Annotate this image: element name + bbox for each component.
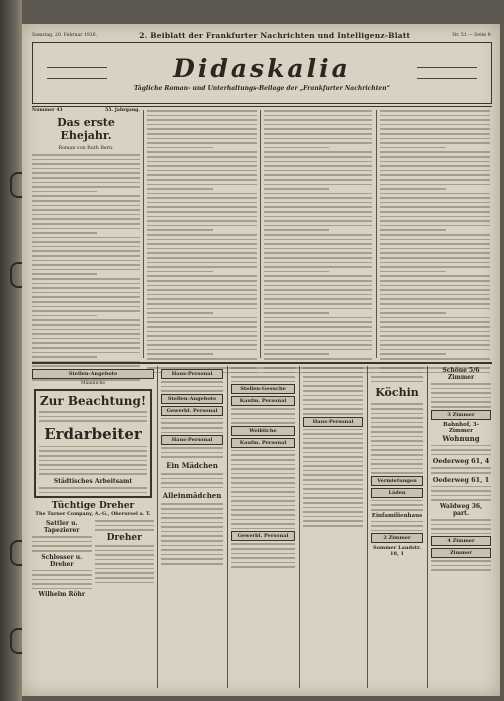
text-line: [264, 133, 372, 135]
issue-jahrgang: 55. Jahrgang.: [105, 108, 140, 113]
text-line: [147, 312, 213, 314]
text-line: [147, 280, 257, 282]
text-line: [264, 344, 372, 346]
text-line: [32, 191, 97, 193]
text-line: [264, 110, 372, 112]
text-line: [380, 344, 490, 346]
section-kaufm: Kaufm. Personal: [231, 396, 295, 406]
issue-number: Nr. 51 — Seite 9.: [452, 32, 492, 38]
text-line: [32, 241, 140, 243]
text-line: [147, 124, 257, 126]
text-line: [264, 289, 372, 291]
text-line: [264, 252, 372, 254]
text-line: [380, 331, 490, 333]
text-line: [264, 358, 372, 360]
text-line: [147, 138, 257, 140]
text-line: [380, 138, 490, 140]
text-line: [380, 119, 490, 121]
text-line: [147, 225, 257, 227]
text-line: [32, 177, 140, 179]
text-line: [380, 257, 490, 259]
text-line: [32, 228, 140, 230]
section-zimmer-4: 4 Zimmer: [431, 536, 491, 546]
section-zimmer-3: 3 Zimmer: [431, 410, 491, 420]
section-stellen-angebote: Stellen-Angebote: [32, 369, 154, 379]
text-line: [147, 206, 257, 208]
erdarbeiter-heading: Erdarbeiter: [44, 424, 142, 443]
text-line: [380, 294, 490, 296]
text-line: [264, 119, 372, 121]
text-line: [380, 220, 490, 222]
text-line: [147, 234, 257, 236]
text-column-4: [380, 110, 490, 373]
newspaper-page: [22, 24, 500, 696]
text-line: [32, 246, 140, 248]
alleinmadchen-ad: Alleinmädchen: [162, 491, 222, 501]
text-line: [264, 147, 329, 149]
text-line: [264, 142, 372, 144]
text-line: [264, 298, 372, 300]
section-kaufm-2: Kaufm. Personal: [231, 438, 295, 448]
text-line: [147, 128, 257, 130]
ornament-right: [417, 67, 477, 79]
text-line: [380, 262, 490, 264]
text-line: [380, 317, 490, 319]
text-line: [147, 326, 257, 328]
text-line: [32, 333, 140, 335]
sattler-ad: Sattler u. Tapezierer: [44, 520, 80, 535]
wilhelm-ad: Wilhelm Röhr: [38, 591, 86, 599]
text-line: [147, 147, 213, 149]
text-line: [264, 174, 372, 176]
notice-title: Zur Beachtung!: [39, 394, 147, 408]
text-line: [264, 280, 372, 282]
text-line: [264, 188, 329, 190]
section-zimmer: Zimmer: [431, 548, 491, 558]
text-line: [380, 229, 446, 231]
text-line: [264, 239, 372, 241]
text-line: [32, 195, 140, 197]
text-line: [32, 172, 140, 174]
supplement-title: 2. Beiblatt der Frankfurter Nachrichten und Intelligenz-Blatt: [139, 30, 411, 40]
text-line: [147, 211, 257, 213]
text-line: [264, 156, 372, 158]
text-line: [147, 331, 257, 333]
novel-title: Das erste Ehejahr.: [57, 116, 115, 142]
text-line: [380, 271, 446, 273]
text-line: [147, 308, 257, 310]
text-line: [264, 275, 372, 277]
text-line: [264, 262, 372, 264]
text-line: [32, 338, 140, 340]
masthead-subtitle: Tägliche Roman- und Unterhaltungs-Beilage der „Frankfurter Nachrichten“: [133, 84, 391, 92]
text-line: [380, 234, 490, 236]
text-line: [380, 184, 490, 186]
text-line: [147, 133, 257, 135]
text-line: [147, 353, 213, 355]
text-line: [32, 283, 140, 285]
text-line: [264, 220, 372, 222]
waldweg-ad: Waldweg 36, part.: [439, 502, 483, 517]
column-separator: [143, 110, 144, 358]
text-line: [264, 234, 372, 236]
text-line: [380, 303, 490, 305]
section-stellen-gesuche: Stellen-Gesuche: [231, 384, 295, 394]
text-line: [380, 110, 490, 112]
column-separator: [299, 366, 300, 688]
section-weibliche: Weibliche: [231, 426, 295, 436]
text-line: [380, 197, 490, 199]
text-line: [380, 165, 490, 167]
section-haus-personal-2: Haus-Personal: [161, 435, 223, 445]
text-line: [264, 128, 372, 130]
erdarbeiter-ad: [34, 389, 152, 498]
text-line: [380, 243, 490, 245]
text-line: [147, 252, 257, 254]
text-line: [147, 202, 257, 204]
text-line: [264, 285, 372, 287]
wohnung-ad: Wohnung: [442, 433, 480, 443]
column-separator: [367, 366, 368, 688]
section-haus-personal-3: Haus-Personal: [303, 417, 363, 427]
text-line: [147, 170, 257, 172]
classifieds-column-4: [303, 367, 363, 529]
text-line: [32, 159, 140, 161]
section-zimmer-2: 2 Zimmer: [371, 533, 423, 543]
einfamilienhaus-ad: Einfamilienhaus: [371, 512, 423, 519]
text-line: [264, 115, 372, 117]
issue-date: Samstag, 20. Februar 1926.: [32, 32, 98, 38]
text-line: [147, 239, 257, 241]
text-line: [32, 315, 97, 317]
text-line: [147, 179, 257, 181]
text-line: [380, 188, 446, 190]
text-line: [147, 349, 257, 351]
section-maennliche: Männliche: [80, 381, 106, 386]
text-line: [147, 285, 257, 287]
text-line: [264, 197, 372, 199]
text-line: [264, 349, 372, 351]
text-line: [147, 257, 257, 259]
text-line: [264, 353, 329, 355]
text-line: [147, 197, 257, 199]
classifieds-divider: [32, 362, 492, 364]
text-line: [32, 168, 140, 170]
text-line: [32, 209, 140, 211]
text-line: [380, 248, 490, 250]
binding-spine: [0, 0, 22, 701]
text-line: [380, 115, 490, 117]
text-line: [147, 271, 213, 273]
text-line: [264, 124, 372, 126]
oederweg-ad: Oederweg 61, 4: [432, 457, 490, 466]
text-line: [147, 289, 257, 291]
classifieds-column-3: [231, 367, 295, 568]
text-line: [147, 229, 213, 231]
text-line: [147, 298, 257, 300]
text-line: [264, 206, 372, 208]
section-vermietungen: Vermietungen: [371, 476, 423, 486]
text-line: [380, 161, 490, 163]
text-line: [147, 275, 257, 277]
column-separator: [376, 110, 377, 358]
column-separator: [157, 366, 158, 688]
novel-text: [32, 154, 140, 381]
text-line: [147, 193, 257, 195]
text-line: [264, 248, 372, 250]
text-line: [32, 301, 140, 303]
classifieds-column-5: [371, 367, 423, 557]
ornament-left: [47, 67, 107, 79]
text-line: [264, 225, 372, 227]
text-line: [264, 138, 372, 140]
text-line: [264, 179, 372, 181]
dreher-ad-2: Dreher: [106, 532, 142, 543]
text-line: [147, 110, 257, 112]
text-line: [264, 165, 372, 167]
masthead-title: Didaskalia: [173, 53, 351, 83]
text-line: [380, 266, 490, 268]
divider: [32, 106, 492, 107]
text-line: [380, 275, 490, 277]
text-line: [32, 200, 140, 202]
text-line: [380, 280, 490, 282]
text-line: [147, 184, 257, 186]
text-line: [380, 349, 490, 351]
column-separator: [427, 366, 428, 688]
text-line: [32, 237, 140, 239]
text-line: [147, 188, 213, 190]
schoene-zimmer-ad: Schöne 5/6 Zimmer: [442, 367, 480, 381]
text-line: [32, 296, 140, 298]
text-line: [32, 347, 140, 349]
text-line: [380, 179, 490, 181]
text-line: [147, 321, 257, 323]
text-line: [380, 151, 490, 153]
text-line: [147, 248, 257, 250]
novel-author: Roman von Ruth Bern.: [58, 146, 114, 151]
text-line: [32, 163, 140, 165]
text-line: [147, 119, 257, 121]
text-line: [380, 308, 490, 310]
classifieds-column-1: [32, 367, 154, 598]
text-line: [147, 142, 257, 144]
text-line: [32, 273, 97, 275]
text-line: [147, 266, 257, 268]
text-line: [380, 312, 446, 314]
text-column-2: [147, 110, 257, 373]
text-line: [264, 312, 329, 314]
text-line: [380, 147, 446, 149]
arbeitsamt-name: Städtisches Arbeitsamt: [53, 477, 133, 485]
text-line: [32, 287, 140, 289]
text-line: [264, 321, 372, 323]
sommer-ad: Sommer Landstr. 18, 1: [372, 545, 421, 558]
text-line: [32, 324, 140, 326]
text-line: [264, 211, 372, 213]
masthead: [32, 42, 492, 104]
text-line: [380, 206, 490, 208]
text-line: [380, 124, 490, 126]
madchen-ad: Ein Mädchen: [166, 460, 218, 470]
page-header: [32, 30, 492, 40]
text-line: [380, 225, 490, 227]
text-line: [264, 193, 372, 195]
text-line: [380, 358, 490, 360]
dreher-ad-title: Tüchtige Dreher: [51, 501, 135, 512]
text-line: [380, 353, 446, 355]
text-line: [32, 329, 140, 331]
dreher-ad-firm: The Turner Company, A.-G., Oberursel a. T.: [35, 511, 151, 518]
text-line: [147, 294, 257, 296]
text-line: [380, 142, 490, 144]
text-line: [147, 303, 257, 305]
oederweg-ad-2: Oederweg 61, 1: [432, 475, 490, 484]
text-line: [32, 223, 140, 225]
text-line: [147, 156, 257, 158]
text-line: [380, 216, 490, 218]
classifieds-column-2: [161, 367, 223, 565]
text-line: [380, 211, 490, 213]
section-laden: Läden: [371, 488, 423, 498]
text-line: [147, 317, 257, 319]
text-line: [32, 342, 140, 344]
novel-column: [32, 108, 140, 381]
koechin-ad: Köchin: [375, 386, 419, 400]
text-line: [380, 128, 490, 130]
text-line: [264, 257, 372, 259]
text-line: [264, 308, 372, 310]
text-line: [264, 202, 372, 204]
text-line: [32, 352, 140, 354]
text-line: [264, 317, 372, 319]
column-separator: [227, 366, 228, 688]
bahnhof-ad: Bahnhof, 3-Zimmer: [442, 421, 480, 434]
text-line: [147, 161, 257, 163]
text-line: [380, 252, 490, 254]
text-line: [32, 214, 140, 216]
section-haus-personal: Haus-Personal: [161, 369, 223, 379]
issue-nummer: Nummer 43: [32, 108, 63, 113]
text-line: [32, 205, 140, 207]
text-line: [32, 356, 97, 358]
text-line: [380, 239, 490, 241]
text-line: [32, 232, 97, 234]
text-line: [32, 310, 140, 312]
text-line: [32, 218, 140, 220]
text-line: [147, 340, 257, 342]
text-line: [147, 262, 257, 264]
text-line: [380, 202, 490, 204]
text-line: [264, 184, 372, 186]
text-line: [264, 271, 329, 273]
column-separator: [260, 110, 261, 358]
text-line: [147, 335, 257, 337]
text-line: [264, 151, 372, 153]
text-column-3: [264, 110, 372, 373]
text-line: [32, 260, 140, 262]
text-line: [32, 319, 140, 321]
text-line: [264, 335, 372, 337]
classifieds-column-6: [431, 367, 491, 573]
text-line: [147, 243, 257, 245]
text-line: [264, 340, 372, 342]
text-line: [264, 266, 372, 268]
text-line: [380, 335, 490, 337]
text-line: [32, 154, 140, 156]
text-line: [380, 156, 490, 158]
text-line: [380, 289, 490, 291]
text-line: [147, 165, 257, 167]
text-line: [147, 151, 257, 153]
text-line: [32, 250, 140, 252]
text-line: [32, 269, 140, 271]
text-line: [32, 264, 140, 266]
text-line: [380, 321, 490, 323]
text-line: [147, 344, 257, 346]
text-line: [264, 294, 372, 296]
text-line: [380, 298, 490, 300]
text-line: [380, 193, 490, 195]
section-gewerbl: Gewerbl. Personal: [161, 406, 223, 416]
schlosser-ad: Schlosser u. Dreher: [41, 553, 83, 568]
text-line: [147, 115, 257, 117]
text-line: [32, 182, 140, 184]
text-line: [264, 229, 329, 231]
text-line: [380, 340, 490, 342]
text-line: [380, 170, 490, 172]
text-line: [147, 216, 257, 218]
text-line: [264, 331, 372, 333]
text-line: [380, 285, 490, 287]
text-line: [32, 278, 140, 280]
text-line: [32, 186, 140, 188]
text-line: [147, 174, 257, 176]
text-line: [147, 220, 257, 222]
section-stellen-angebote-2: Stellen-Angebote: [161, 394, 223, 404]
text-line: [32, 255, 140, 257]
text-line: [380, 174, 490, 176]
text-line: [264, 161, 372, 163]
text-line: [380, 326, 490, 328]
text-line: [264, 243, 372, 245]
section-gewerbl-2: Gewerbl. Personal: [231, 531, 295, 541]
text-line: [264, 216, 372, 218]
text-line: [264, 170, 372, 172]
text-line: [32, 292, 140, 294]
text-line: [147, 358, 257, 360]
text-line: [32, 306, 140, 308]
text-line: [264, 326, 372, 328]
text-line: [380, 133, 490, 135]
text-line: [264, 303, 372, 305]
